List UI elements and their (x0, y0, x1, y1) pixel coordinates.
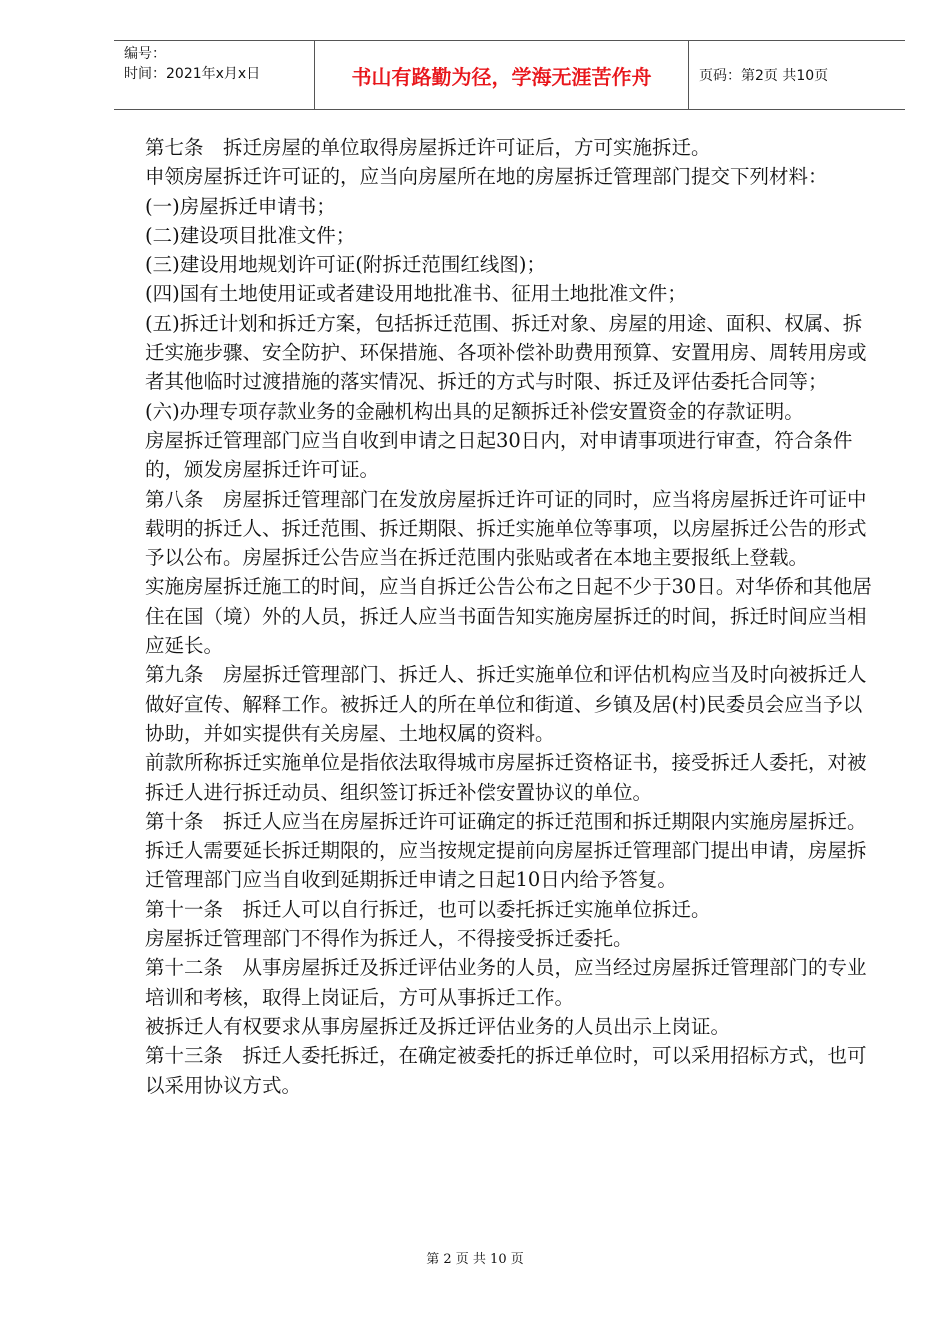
paragraph: 第七条 拆迁房屋的单位取得房屋拆迁许可证后，方可实施拆迁。 (145, 136, 711, 159)
paragraph: 第十一条 拆迁人可以自行拆迁，也可以委托拆迁实施单位拆迁。 (145, 897, 711, 921)
page-footer: 第 2 页 共 10 页 (426, 1252, 524, 1267)
paragraph: 第十二条 从事房屋拆迁及拆迁评估业务的人员，应当经过房屋拆迁管理部门的专业培训和考核，取得上岗证后，方可从事拆迁工作。 (145, 956, 867, 1009)
document-number-label: 编号： (124, 46, 166, 62)
paragraph: 被拆迁人有权要求从事房屋拆迁及拆迁评估业务的人员出示上岗证。 (145, 1014, 731, 1038)
paragraph: 实施房屋拆迁施工的时间，应当自拆迁公告公布之日起不少于30日。对华侨和其他居住在国（境）外的人员，拆迁人应当书面告知实施房屋拆迁的时间，拆迁时间应当相应延长。 (145, 575, 872, 658)
paragraph: (六)办理专项存款业务的金融机构出具的足额拆迁补偿安置资金的存款证明。 (145, 399, 804, 423)
paragraph: 前款所称拆迁实施单位是指依法取得城市房屋拆迁资格证书，接受拆迁人委托，对被拆迁人进行拆迁动员、组织签订拆迁补偿安置协议的单位。 (145, 751, 867, 804)
page-header (114, 40, 905, 110)
document-body (145, 133, 875, 1100)
paragraph: 房屋拆迁管理部门不得作为拆迁人，不得接受拆迁委托。 (145, 927, 633, 951)
paragraph: 申领房屋拆迁许可证的，应当向房屋所在地的房屋拆迁管理部门提交下列材料： (145, 165, 828, 189)
paragraph: (三)建设用地规划许可证(附拆迁范围红线图)； (145, 253, 546, 277)
header-motto: 书山有路勤为径，学海无涯苦作舟 (315, 41, 689, 109)
header-page-info: 页码：第2页 共10页 (699, 68, 829, 84)
header-meta (114, 41, 315, 109)
paragraph: 第十条 拆迁人应当在房屋拆迁许可证确定的拆迁范围和拆迁期限内实施房屋拆迁。 (145, 809, 867, 833)
paragraph: (五)拆迁计划和拆迁方案，包括拆迁范围、拆迁对象、房屋的用途、面积、权属、拆迁实施步骤、安全防护、环保措施、各项补偿补助费用预算、安置用房、周转用房或者其他临时过渡措施的落实情况、拆迁的方式与时限、拆迁及评估委托合同等； (145, 311, 867, 394)
paragraph: 房屋拆迁管理部门应当自收到申请之日起30日内，对申请事项进行审查，符合条件的，颁发房屋拆迁许可证。 (145, 428, 853, 482)
document-time-label: 时间：2021年x月x日 (124, 66, 261, 82)
paragraph: 第八条 房屋拆迁管理部门在发放房屋拆迁许可证的同时，应当将房屋拆迁许可证中载明的拆迁人、拆迁范围、拆迁期限、拆迁实施单位等事项，以房屋拆迁公告的形式予以公布。房屋拆迁公告应当在拆迁范围内张贴或者在本地主要报纸上登载。 (145, 487, 867, 570)
paragraph: 拆迁人需要延长拆迁期限的，应当按规定提前向房屋拆迁管理部门提出申请，房屋拆迁管理部门应当自收到延期拆迁申请之日起10日内给予答复。 (145, 839, 867, 892)
paragraph: 第十三条 拆迁人委托拆迁，在确定被委托的拆迁单位时，可以采用招标方式，也可以采用协议方式。 (145, 1044, 867, 1097)
paragraph: (四)国有土地使用证或者建设用地批准书、征用土地批准文件； (145, 282, 687, 306)
paragraph: (二)建设项目批准文件； (145, 223, 356, 247)
paragraph: (一)房屋拆迁申请书； (145, 194, 336, 218)
paragraph: 第九条 房屋拆迁管理部门、拆迁人、拆迁实施单位和评估机构应当及时向被拆迁人做好宣传、解释工作。被拆迁人的所在单位和街道、乡镇及居(村)民委员会应当予以协助，并如实提供有关房屋、土地权属的资料。 (145, 663, 867, 745)
